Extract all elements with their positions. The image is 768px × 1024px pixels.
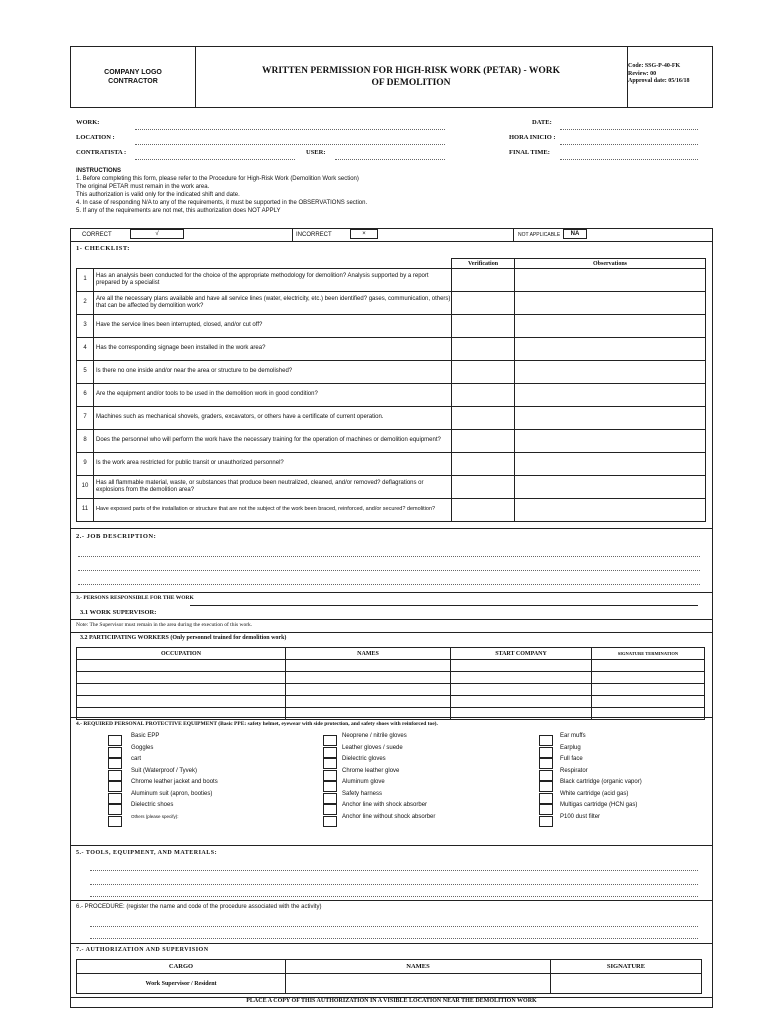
ppe-item-label: cart: [131, 756, 142, 762]
item-number: 11: [77, 499, 94, 522]
ppe-item-label: Neoprene / nitrile gloves: [342, 733, 407, 739]
ppe-checkbox[interactable]: [108, 770, 122, 781]
ppe-checkbox[interactable]: [539, 781, 553, 792]
doc-review: Review: 00: [628, 70, 657, 77]
verification-cell[interactable]: [452, 476, 515, 499]
doc-approval-date: Approval date: 05/16/18: [628, 78, 690, 84]
observation-cell[interactable]: [515, 407, 706, 430]
supervisor-field[interactable]: [190, 605, 698, 606]
verification-cell[interactable]: [452, 384, 515, 407]
ppe-checkbox[interactable]: [108, 747, 122, 758]
procedure-line[interactable]: [90, 938, 698, 939]
item-number: 2: [77, 292, 94, 315]
worker-cell[interactable]: [592, 672, 705, 684]
ppe-item-label: Anchor line with shock absorber: [342, 802, 428, 808]
job-description-line[interactable]: [78, 584, 700, 585]
instruction-line: 4. In case of responding N/A to any of the requirements, it must be supported in the OBSERVATIONS section.: [76, 200, 368, 206]
worker-cell[interactable]: [286, 660, 451, 672]
ppe-checkbox[interactable]: [108, 804, 122, 815]
checklist-question: Is the work area restricted for public transit or unauthorized personnel?: [94, 453, 452, 476]
worker-cell[interactable]: [451, 696, 592, 708]
verification-cell[interactable]: [452, 453, 515, 476]
verification-cell[interactable]: [452, 292, 515, 315]
location-field[interactable]: [135, 144, 445, 145]
ppe-checkbox[interactable]: [323, 816, 337, 827]
ppe-checkbox[interactable]: [323, 770, 337, 781]
tools-line[interactable]: [90, 884, 698, 885]
tools-title: 5.- TOOLS, EQUIPMENT, AND MATERIALS:: [76, 850, 218, 856]
tools-line[interactable]: [90, 896, 698, 897]
procedure-title: 6.- PROCEDURE: (register the name and code of the procedure associated with the activity): [76, 904, 322, 910]
legend-incorrect-label: INCORRECT: [296, 232, 332, 238]
item-number: 10: [77, 476, 94, 499]
ppe-item-label: Anchor line without shock absorber: [342, 813, 436, 820]
worker-cell[interactable]: [77, 672, 286, 684]
observation-cell[interactable]: [515, 453, 706, 476]
ppe-checkbox[interactable]: [539, 770, 553, 781]
observation-cell[interactable]: [515, 269, 706, 292]
auth-table: [76, 959, 702, 994]
item-number: 1: [77, 269, 94, 292]
ppe-checkbox[interactable]: [323, 758, 337, 769]
auth-name-cell[interactable]: [286, 974, 551, 994]
ppe-item-label: Chrome leather glove: [342, 767, 400, 774]
supervisor-note: Note: The Supervisor must remain in the area during the execution of this work.: [76, 622, 253, 628]
ppe-item-label: Earplug: [560, 744, 581, 751]
ppe-checkbox[interactable]: [539, 758, 553, 769]
section-divider: [70, 900, 713, 901]
ppe-checkbox[interactable]: [323, 735, 337, 746]
worker-cell[interactable]: [77, 696, 286, 708]
instruction-line: This authorization is valid only for the indicated shift and date.: [76, 192, 240, 198]
observation-cell[interactable]: [515, 338, 706, 361]
legend-incorrect-mark: ×: [350, 229, 378, 239]
observation-cell[interactable]: [515, 430, 706, 453]
worker-cell[interactable]: [451, 660, 592, 672]
col-occupation: OCCUPATION: [77, 648, 286, 660]
hora-inicio-field[interactable]: [560, 144, 698, 145]
worker-cell[interactable]: [77, 684, 286, 696]
ppe-checkbox[interactable]: [323, 793, 337, 804]
ppe-item-label: Full face: [560, 756, 583, 762]
checklist-question: Does the personnel who will perform the work have the necessary training for the operation of machines or demolition equipment?: [94, 430, 452, 453]
job-description-line[interactable]: [78, 570, 700, 571]
item-number: 4: [77, 338, 94, 361]
ppe-item-label: Chrome leather jacket and boots: [131, 779, 218, 785]
ppe-checkbox[interactable]: [323, 747, 337, 758]
verification-cell[interactable]: [452, 338, 515, 361]
checklist-table: [76, 258, 706, 522]
checklist-question: Have exposed parts of the installation or structure that are not the subject of the work been braced, reinforced, and/or secured? demolition?: [94, 499, 452, 522]
worker-cell[interactable]: [286, 696, 451, 708]
document-meta: [628, 63, 690, 86]
worker-cell[interactable]: [592, 660, 705, 672]
instruction-line: The original PETAR must remain in the work area.: [76, 184, 210, 190]
legend-divider: [292, 228, 293, 242]
ppe-item-label: Aluminum suit (apron, booties): [131, 790, 213, 797]
contratista-field[interactable]: [135, 159, 295, 160]
ppe-item-label: Respirator: [560, 767, 588, 774]
worker-cell[interactable]: [592, 684, 705, 696]
workers-title: 3.2 PARTICIPATING WORKERS (Only personnel trained for demolition work): [80, 635, 287, 641]
ppe-checkbox[interactable]: [108, 793, 122, 804]
ppe-item-label: White cartridge (acid gas): [560, 790, 629, 797]
worker-cell[interactable]: [451, 684, 592, 696]
row-divider: [70, 619, 713, 620]
supervisor-label: 3.1 WORK SUPERVISOR:: [80, 609, 157, 616]
checklist-title: 1- CHECKLIST:: [76, 245, 130, 252]
observation-cell[interactable]: [515, 384, 706, 407]
title-line-2: OF DEMOLITION: [371, 78, 451, 88]
auth-title: 7.- AUTHORIZATION AND SUPERVISION: [76, 947, 209, 953]
checklist-question: Are all the necessary plans available and have all service lines (water, electricity, etc.) been identified? gases, communication, others) that can be affected by demolition work?: [94, 292, 452, 315]
form-title: [195, 47, 628, 107]
checklist-question: Has the corresponding signage been installed in the work area?: [94, 338, 452, 361]
verification-cell[interactable]: [452, 430, 515, 453]
ppe-checkbox[interactable]: [108, 735, 122, 746]
col-signature-termination: SIGNATURE TERMINATION: [592, 648, 705, 660]
ppe-item-label: Dielectric gloves: [342, 756, 386, 762]
user-field[interactable]: [335, 159, 445, 160]
job-description-title: 2.- JOB DESCRIPTION:: [76, 533, 157, 540]
worker-cell[interactable]: [286, 684, 451, 696]
legend-na-label: NOT APPLICABLE: [518, 232, 561, 238]
checklist-question: Machines such as mechanical shovels, graders, excavators, or others have a certificate of current operation.: [94, 407, 452, 430]
checklist-question: Has an analysis been conducted for the choice of the appropriate methodology for demolition? Analysis supported by a report prepared by a specialist: [94, 269, 452, 292]
footer-note: PLACE A COPY OF THIS AUTHORIZATION IN A VISIBLE LOCATION NEAR THE DEMOLITION WORK: [246, 998, 537, 1004]
ppe-item-label: Black cartridge (organic vapor): [560, 779, 642, 785]
work-label: WORK:: [76, 119, 100, 126]
col-observations: Observations: [515, 259, 706, 269]
observation-cell[interactable]: [515, 476, 706, 499]
ppe-item-label: Suit (Waterproof / Tyvek): [131, 767, 198, 774]
persons-title: 3.- PERSONS RESPONSIBLE FOR THE WORK: [76, 595, 194, 601]
instructions: [76, 167, 696, 215]
legend-divider: [513, 228, 514, 242]
workers-table: [76, 647, 705, 720]
observation-cell[interactable]: [515, 361, 706, 384]
hora-inicio-label: HORA INICIO :: [509, 134, 556, 141]
contratista-label: CONTRATISTA :: [76, 149, 127, 156]
col-start-company: START COMPANY: [451, 648, 592, 660]
contractor-label: CONTRACTOR: [108, 78, 158, 85]
ppe-checkbox[interactable]: [539, 804, 553, 815]
item-number: 9: [77, 453, 94, 476]
ppe-checkbox[interactable]: [539, 793, 553, 804]
checklist-question: Are the equipment and/or tools to be used in the demolition work in good condition?: [94, 384, 452, 407]
company-logo: [71, 47, 196, 107]
verification-cell[interactable]: [452, 269, 515, 292]
checklist-question: Have the service lines been interrupted, closed, and/or cut off?: [94, 315, 452, 338]
company-logo-text: COMPANY LOGO: [104, 69, 162, 76]
col-names: NAMES: [286, 960, 551, 974]
item-number: 5: [77, 361, 94, 384]
date-field[interactable]: [560, 129, 698, 130]
location-label: LOCATION :: [76, 134, 115, 141]
checklist-question: Is there no one inside and/or near the area or structure to be demolished?: [94, 361, 452, 384]
col-signature: SIGNATURE: [551, 960, 702, 974]
title-line-1: WRITTEN PERMISSION FOR HIGH-RISK WORK (PETAR) - WORK: [262, 66, 560, 76]
observation-cell[interactable]: [515, 499, 706, 522]
row-divider: [70, 632, 713, 633]
ppe-checkbox[interactable]: [323, 804, 337, 815]
ppe-checkbox[interactable]: [108, 758, 122, 769]
col-cargo: CARGO: [77, 960, 286, 974]
item-number: 6: [77, 384, 94, 407]
worker-cell[interactable]: [77, 660, 286, 672]
doc-code: Code: SSG-P-40-FK: [628, 63, 681, 69]
verification-cell[interactable]: [452, 315, 515, 338]
verification-cell[interactable]: [452, 499, 515, 522]
instruction-line: 1. Before completing this form, please refer to the Procedure for High-Risk Work (Demolition Work section): [76, 176, 359, 182]
col-verification: Verification: [452, 259, 515, 269]
ppe-item-label: Dielectric shoes: [131, 802, 174, 808]
ppe-item-label: Safety harness: [342, 790, 383, 797]
ppe-checkbox[interactable]: [539, 735, 553, 746]
observation-cell[interactable]: [515, 292, 706, 315]
item-number: 3: [77, 315, 94, 338]
ppe-checkbox[interactable]: [108, 781, 122, 792]
user-label: USER:: [306, 149, 326, 156]
section-divider: [70, 943, 713, 944]
tools-line[interactable]: [90, 870, 698, 871]
ppe-item-label: Leather gloves / suede: [342, 744, 403, 751]
worker-cell[interactable]: [592, 696, 705, 708]
ppe-title: 4.- REQUIRED PERSONAL PROTECTIVE EQUIPMENT (Basic PPE: safety helmet, eyewear with side protection, and safety shoes with reinforced toe).: [76, 721, 438, 727]
observation-cell[interactable]: [515, 315, 706, 338]
work-field[interactable]: [135, 129, 445, 130]
item-number: 7: [77, 407, 94, 430]
section-divider: [70, 845, 713, 846]
final-time-label: FINAL TIME:: [509, 149, 550, 156]
item-number: 8: [77, 430, 94, 453]
legend-correct-mark: √: [130, 229, 184, 239]
verification-cell[interactable]: [452, 361, 515, 384]
ppe-checkbox[interactable]: [108, 816, 122, 827]
ppe-checkbox[interactable]: [539, 747, 553, 758]
ppe-item-label: Multigas cartridge (HCN gas): [560, 802, 638, 808]
ppe-item-label: Aluminum glove: [342, 779, 385, 785]
ppe-item-label: P100 dust filter: [560, 813, 601, 820]
ppe-item-label: Ear muffs: [560, 733, 586, 739]
worker-cell[interactable]: [286, 672, 451, 684]
instruction-line: 5. If any of the requirements are not met, this authorization does NOT APPLY: [76, 208, 281, 214]
instructions-title: INSTRUCTIONS: [76, 168, 121, 174]
section-divider: [70, 717, 713, 718]
procedure-line[interactable]: [90, 926, 698, 927]
verification-cell[interactable]: [452, 407, 515, 430]
row-work-supervisor: Work Supervisor / Resident: [77, 974, 286, 994]
ppe-checkbox[interactable]: [323, 781, 337, 792]
ppe-item-label: Goggles: [131, 744, 154, 751]
section-divider: [70, 528, 713, 529]
form-header: [70, 46, 713, 108]
ppe-item-label: Others (please specify):: [131, 813, 179, 819]
job-description-line[interactable]: [78, 556, 700, 557]
worker-cell[interactable]: [451, 672, 592, 684]
final-time-field[interactable]: [560, 159, 698, 160]
ppe-item-label: Basic EPP: [131, 733, 160, 739]
date-label: DATE:: [532, 119, 552, 126]
auth-signature-cell[interactable]: [551, 974, 702, 994]
checklist-question: Has all flammable material, waste, or substances that produce been neutralized, cleaned, and/or removed? deflagrations or explosions from the demolition area?: [94, 476, 452, 499]
section-divider: [70, 592, 713, 593]
col-names: NAMES: [286, 648, 451, 660]
ppe-checkbox[interactable]: [539, 816, 553, 827]
legend-correct-label: CORRECT: [82, 232, 112, 238]
legend-na-mark: NA: [563, 229, 587, 239]
